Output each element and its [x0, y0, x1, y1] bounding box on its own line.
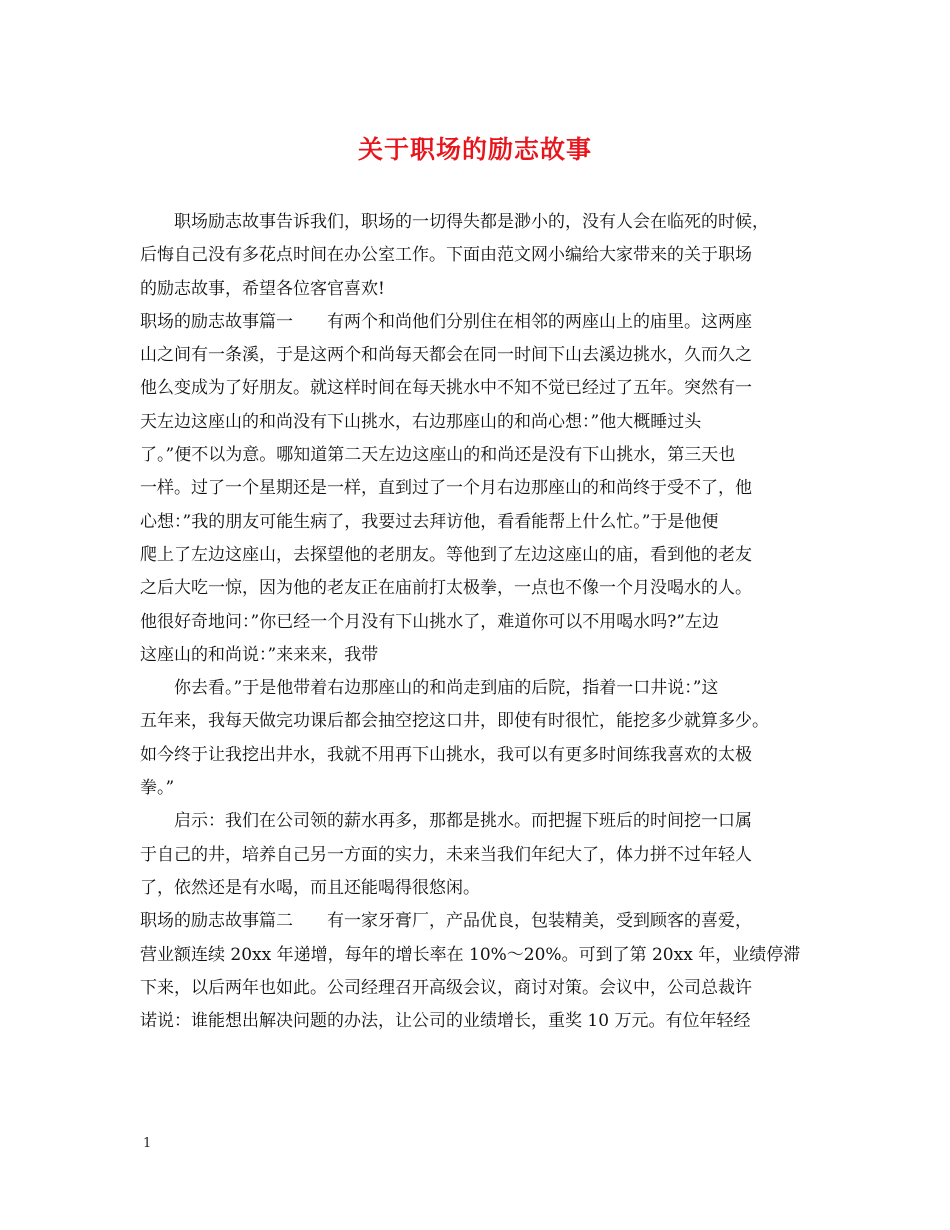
text-line: 这座山的和尚说：”来来来，我带	[140, 644, 379, 665]
text-line: 营业额连续 20xx 年递增，每年的增长率在 10%～20%。可到了第 20xx 年，业绩停滞	[140, 944, 801, 965]
text-line: 如今终于让我挖出井水，我就不用再下山挑水，我可以有更多时间练我喜欢的太极	[140, 744, 752, 765]
text-line: 了。”便不以为意。哪知道第二天左边这座山的和尚还是没有下山挑水，第三天也	[140, 445, 736, 466]
text-line: 启示：我们在公司领的薪水再多，那都是挑水。而把握下班后的时间挖一口属	[174, 811, 752, 832]
paragraph-moral	[140, 805, 830, 905]
text-line: 了，依然还是有水喝，而且还能喝得很悠闲。	[140, 877, 480, 898]
text-line: 你去看。”于是他带着右边那座山的和尚走到庙的后院，指着一口井说：”这	[174, 678, 719, 699]
text-line: 职场励志故事告诉我们，职场的一切得失都是渺小的，没有人会在临死的时候，	[174, 212, 769, 232]
text-line: 他么变成为了好朋友。就这样时间在每天挑水中不知不觉已经过了五年。突然有一	[140, 378, 752, 399]
paragraph-story-two	[140, 905, 830, 1038]
paragraph-intro	[140, 206, 830, 306]
document-body	[140, 206, 830, 1038]
text-line: 爬上了左边这座山，去探望他的老朋友。等他到了左边这座山的庙，看到他的老友	[140, 544, 752, 565]
text-line: 之后大吃一惊，因为他的老友正在庙前打太极拳，一点也不像一个月没喝水的人。	[140, 578, 752, 599]
text-line: 于自己的井，培养自己另一方面的实力，未来当我们年纪大了，体力拼不过年轻人	[140, 844, 752, 865]
text-line: 一样。过了一个星期还是一样，直到过了一个月右边那座山的和尚终于受不了，他	[140, 478, 752, 499]
document-title: 关于职场的励志故事	[357, 135, 592, 164]
text-line: 心想：”我的朋友可能生病了，我要过去拜访他，看看能帮上什么忙。”于是他便	[140, 511, 719, 532]
text-line: 五年来，我每天做完功课后都会抽空挖这口井，即使有时很忙，能挖多少就算多少。	[140, 711, 769, 732]
text-line: 拳。”	[140, 778, 175, 799]
text-line: 诺说：谁能想出解决问题的办法，让公司的业绩增长，重奖 10 万元。有位年轻经	[140, 1011, 751, 1032]
text-line: 天左边这座山的和尚没有下山挑水，右边那座山的和尚心想：”他大概睡过头	[140, 411, 702, 432]
text-line: 山之间有一条溪，于是这两个和尚每天都会在同一时间下山去溪边挑水，久而久之	[140, 345, 752, 366]
text-line: 的励志故事，希望各位客官喜欢!	[140, 278, 385, 299]
text-line: 后悔自己没有多花点时间在办公室工作。下面由范文网小编给大家带来的关于职场	[140, 245, 752, 266]
paragraph-story-one	[140, 306, 830, 672]
text-line: 下来，以后两年也如此。公司经理召开高级会议，商讨对策。会议中，公司总裁许	[140, 977, 752, 998]
text-line: 他很好奇地问：”你已经一个月没有下山挑水了，难道你可以不用喝水吗?”左边	[140, 611, 719, 632]
text-line: 职场的励志故事篇一 有两个和尚他们分别住在相邻的两座山上的庙里。这两座	[140, 311, 752, 332]
text-line: 职场的励志故事篇二 有一家牙膏厂，产品优良，包装精美，受到顾客的喜爱，	[140, 911, 752, 932]
paragraph-story-one-continued	[140, 672, 830, 805]
page-number: 1	[143, 1136, 152, 1151]
